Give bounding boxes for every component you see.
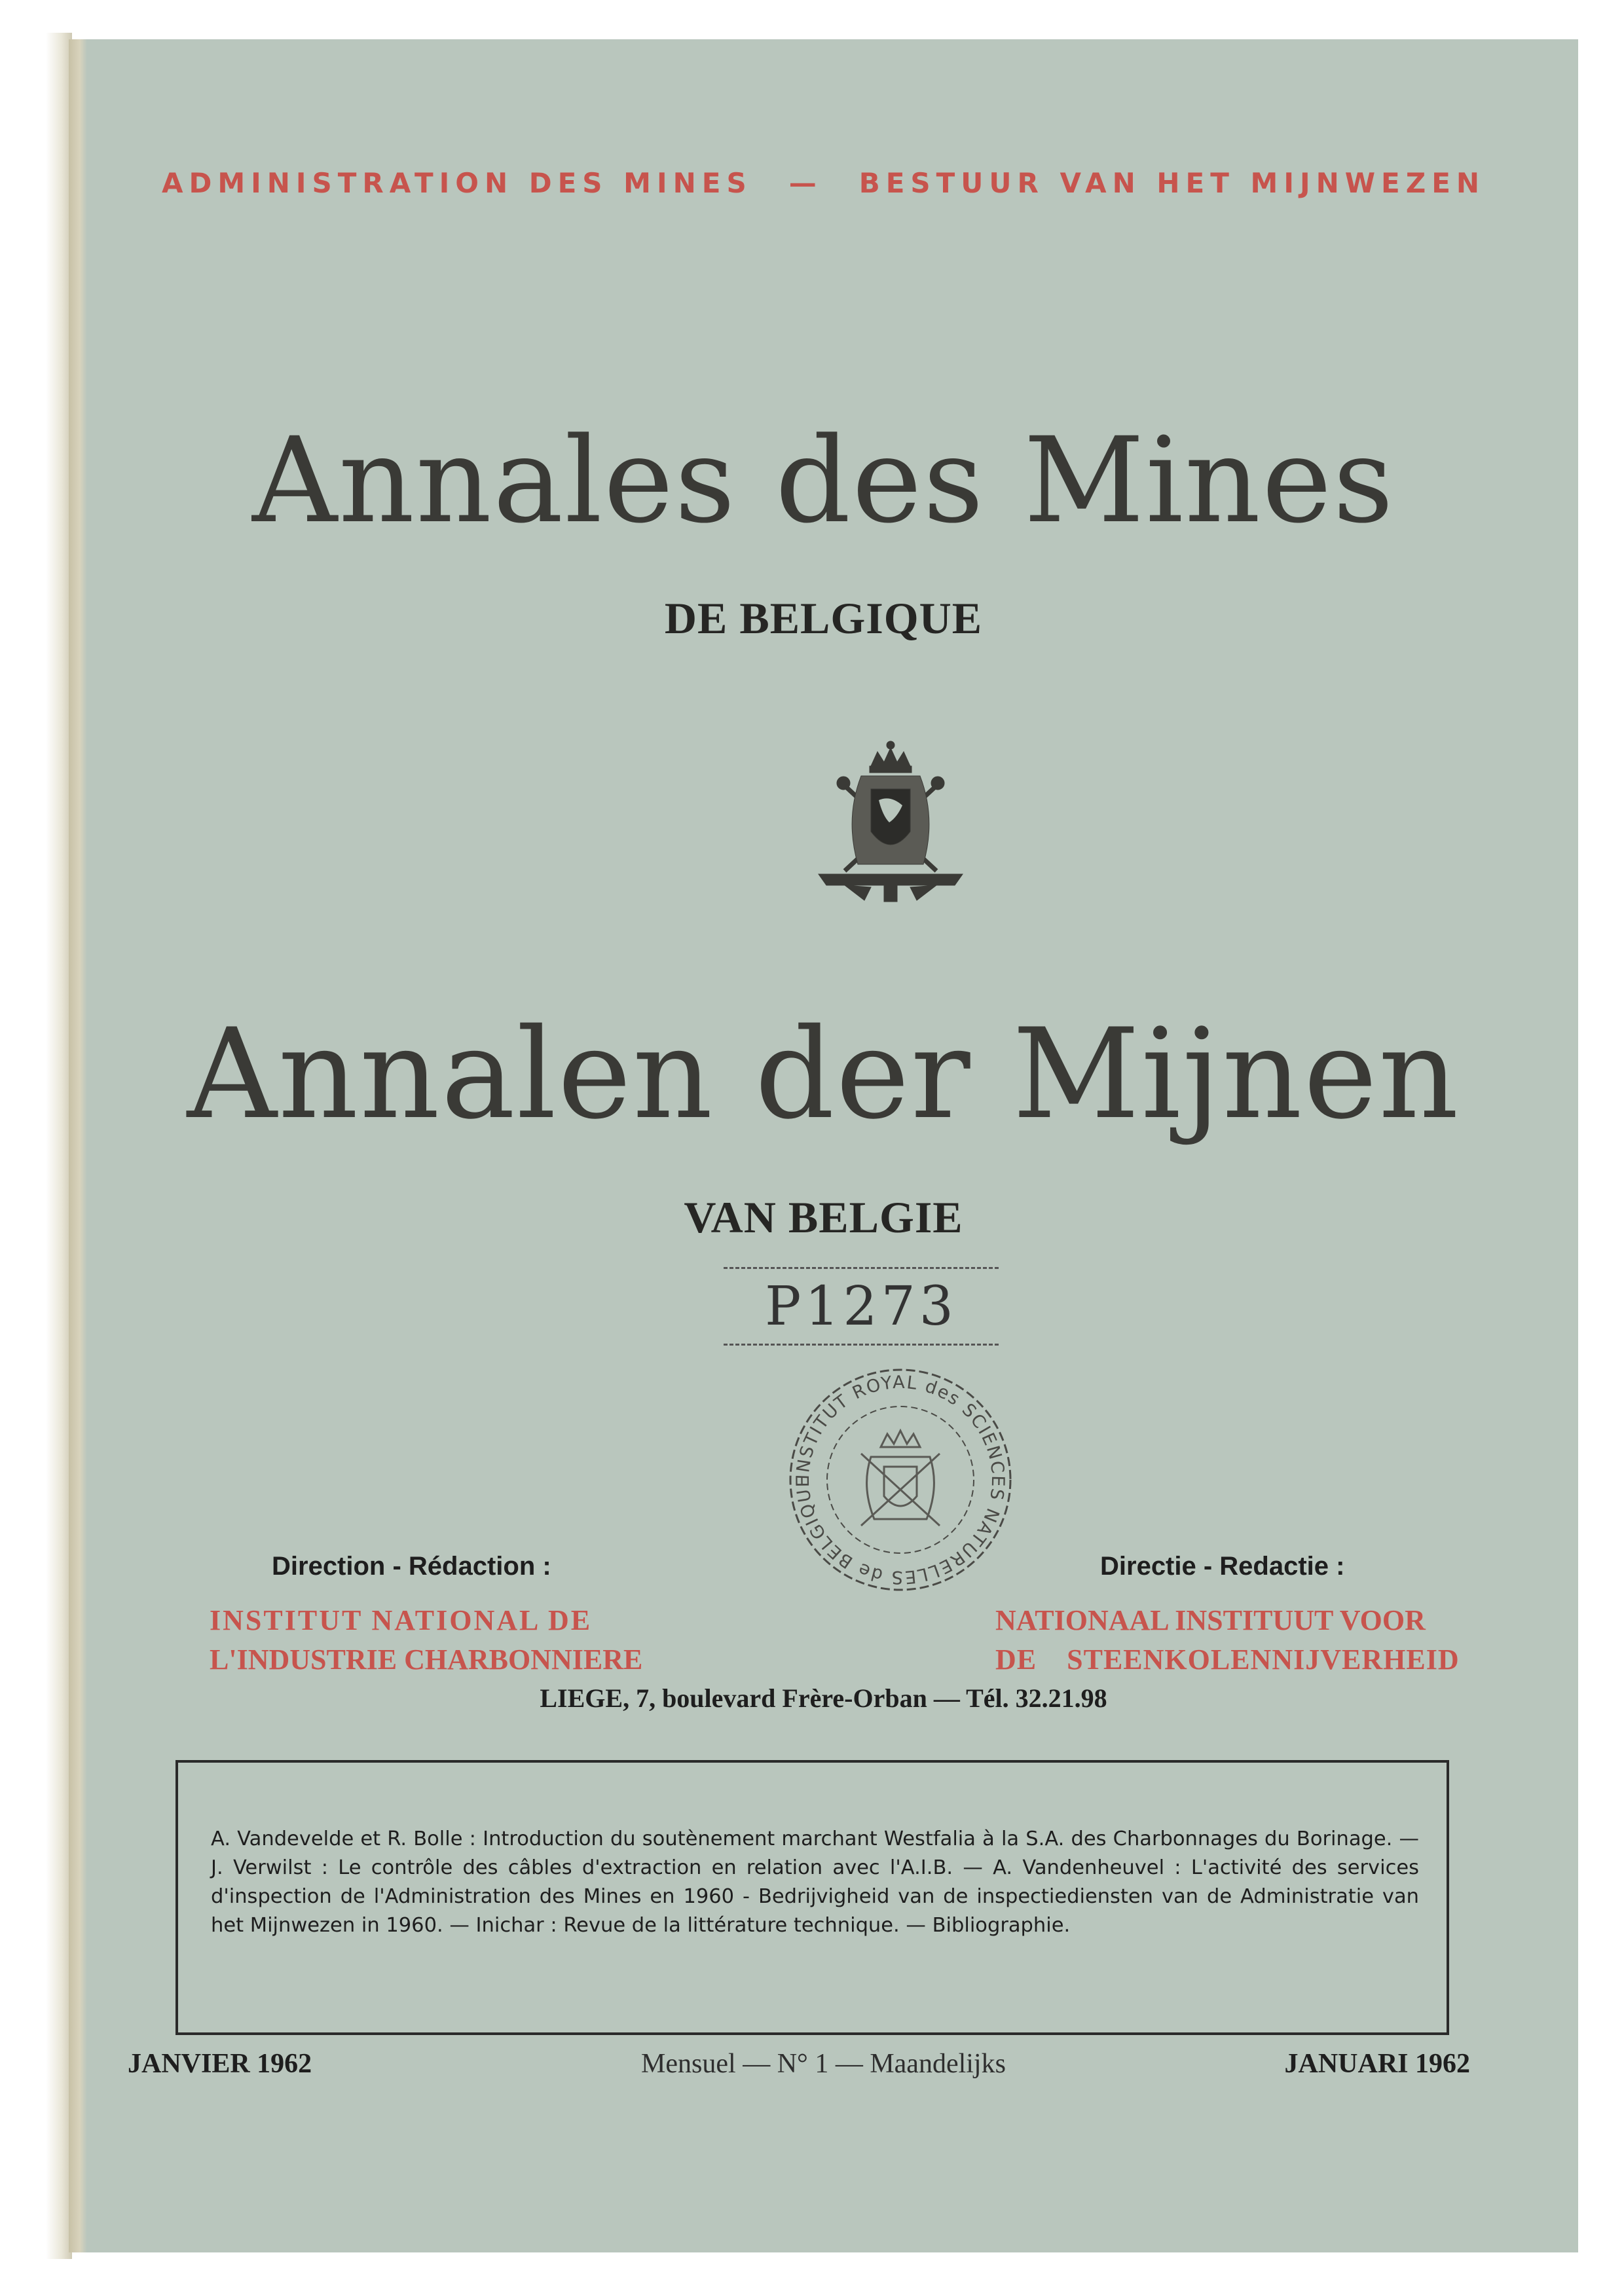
institute-nl-line1: NATIONAAL INSTITUUT VOOR: [995, 1604, 1426, 1636]
svg-text:INSTITUT ROYAL des SCIENCES NA: [793, 1372, 1008, 1587]
institute-nl-line2-article: DE: [995, 1643, 1037, 1676]
title-dutch: Annalen der Mijnen: [187, 1002, 1460, 1147]
institute-fr: [210, 1601, 642, 1680]
institute-seal-stamp: [783, 1362, 1018, 1598]
title-french: Annales des Mines: [252, 413, 1395, 549]
institute-nl-line2-name: STEENKOLENNIJVERHEID: [1067, 1643, 1460, 1676]
institute-fr-line1: INSTITUT NATIONAL DE: [210, 1604, 593, 1636]
contents-text: A. Vandevelde et R. Bolle : Introduction du soutènement marchant Westfalia à la S.A. des Charbonnages du Borinage. — J. Verwilst : Le contrôle des câbles d'extraction en relation avec l'A.I.B. — A. Vandenheuvel : L'activité des services d'inspection de l'Administration des Mines en 1960 - Bedrijvigheid van de inspectiediensten van de Administratie van het Mijnwezen in 1960. — Inichar : Revue de la littérature technique. — Bibliographie.: [211, 1827, 1419, 1937]
journal-cover: [69, 39, 1578, 2252]
editorial-label-fr: Direction - Rédaction :: [272, 1552, 551, 1581]
library-number-stamp: [724, 1267, 999, 1346]
editorial-label-nl: Directie - Redactie :: [1100, 1552, 1345, 1581]
header-nl: BESTUUR VAN HET MIJNWEZEN: [858, 167, 1486, 199]
seal-ring-text: INSTITUT ROYAL des SCIENCES NATURELLES de BELGIQUE: [792, 1372, 1008, 1588]
header-fr: ADMINISTRATION DES MINES: [161, 167, 752, 199]
subtitle-dutch: VAN BELGIE: [684, 1192, 963, 1242]
institute-nl: [995, 1601, 1460, 1680]
issue-number: Mensuel — N° 1 — Maandelijks: [641, 2049, 1006, 2079]
issue-date-fr: JANVIER 1962: [128, 2049, 312, 2079]
subtitle-french: DE BELGIQUE: [664, 593, 983, 643]
page-edge: [46, 33, 72, 2259]
library-number: P1273: [765, 1276, 957, 1338]
header-dash: —: [788, 167, 822, 199]
institute-fr-line2: L'INDUSTRIE CHARBONNIERE: [210, 1643, 643, 1676]
coat-of-arms-icon: [805, 740, 976, 907]
issue-date-nl: JANUARI 1962: [1284, 2049, 1470, 2079]
editorial-address: LIEGE, 7, boulevard Frère-Orban — Tél. 32.21.98: [540, 1683, 1107, 1713]
contents-box: [175, 1760, 1449, 2035]
institute-nl-line2: [995, 1640, 1460, 1680]
administration-header: [69, 167, 1578, 199]
